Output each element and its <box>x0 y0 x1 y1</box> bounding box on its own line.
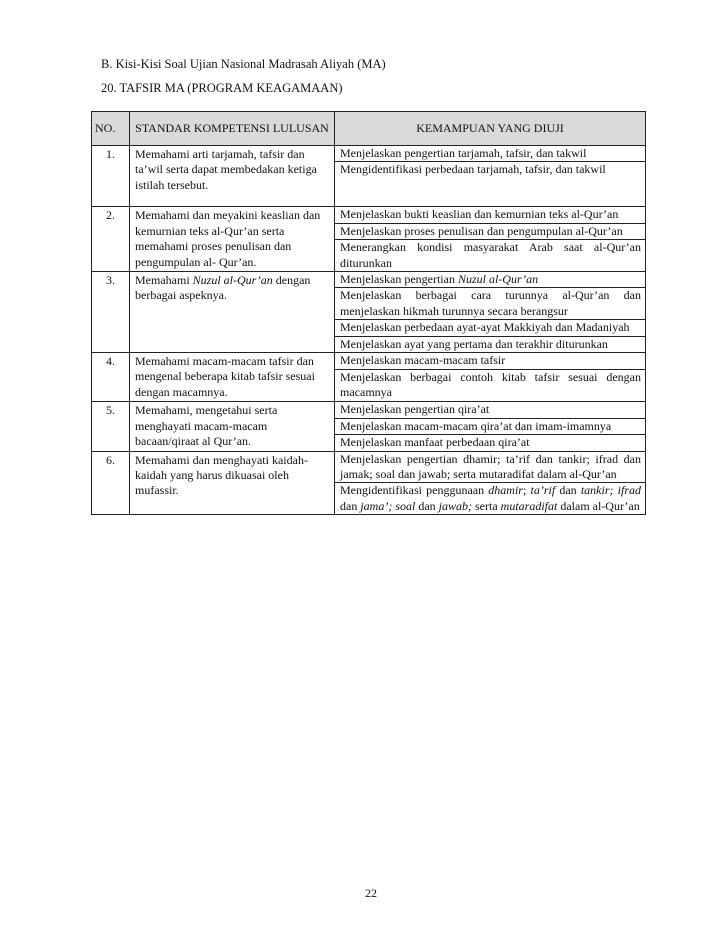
kemampuan-text: dan <box>555 483 581 498</box>
row-number: 4. <box>92 353 130 402</box>
row-number: 6. <box>92 451 130 515</box>
row-number: 5. <box>92 402 130 451</box>
header-standar-kompetensi: STANDAR KOMPETENSI LULUSAN <box>130 112 335 146</box>
kemampuan-item: Menjelaskan ayat yang pertama dan terakhir diturunkan <box>335 336 646 352</box>
kemampuan-text-italic: Nuzul al-Qur’an <box>457 272 539 287</box>
standar-text-italic: Nuzul al-Qur’an <box>192 273 273 288</box>
kemampuan-text: dan <box>340 498 361 513</box>
kemampuan-item: Menjelaskan pengertian dhamir; ta’rif dan tankir; ifrad dan jamak; soal dan jawab; serta mutaradifat dalam al-Qur’an <box>335 451 646 483</box>
kemampuan-text: serta <box>472 498 501 513</box>
kemampuan-item: Menjelaskan macam-macam tafsir <box>335 353 646 370</box>
section-heading: B. Kisi-Kisi Soal Ujian Nasional Madrasah Aliyah (MA) <box>101 57 386 71</box>
kemampuan-item: Mengidentifikasi perbedaan tarjamah, tafsir, dan takwil <box>335 162 646 207</box>
kemampuan-text-italic: mutaradifat <box>500 498 558 513</box>
kemampuan-text: Menjelaskan pengertian <box>340 272 458 287</box>
kemampuan-text-italic: dhamir <box>488 483 523 498</box>
header-no: NO. <box>92 112 130 146</box>
kemampuan-text-italic: ifrad <box>617 483 642 498</box>
table-row <box>92 402 646 418</box>
kemampuan-text: dan <box>415 498 439 513</box>
table-row <box>92 146 646 162</box>
table-header-row <box>92 112 646 146</box>
kemampuan-text-italic: jama’; soal <box>360 498 416 513</box>
table-row <box>92 207 646 223</box>
table-row <box>92 353 646 370</box>
row-number: 1. <box>92 146 130 207</box>
kisi-kisi-table <box>91 111 646 515</box>
row-number: 3. <box>92 272 130 353</box>
kemampuan-item: Menjelaskan macam-macam qira’at dan imam-imamnya <box>335 418 646 434</box>
row-number: 2. <box>92 207 130 272</box>
kemampuan-item: Menjelaskan manfaat perbedaan qira’at <box>335 435 646 451</box>
standar-kompetensi: Memahami, mengetahui serta menghayati macam-macam bacaan/qiraat al Qur’an. <box>130 402 335 451</box>
standar-text: Memahami <box>135 273 193 288</box>
kemampuan-item <box>335 272 646 288</box>
kemampuan-text: Mengidentifikasi penggunaan <box>340 483 489 498</box>
kemampuan-text: ; <box>522 483 531 498</box>
kemampuan-item: Menjelaskan perbedaan ayat-ayat Makkiyah dan Madaniyah <box>335 320 646 336</box>
standar-kompetensi <box>130 272 335 353</box>
kemampuan-item: Menjelaskan proses penulisan dan pengumpulan al-Qur’an <box>335 223 646 239</box>
kemampuan-text: dalam al-Qur’an <box>557 498 640 513</box>
standar-kompetensi: Memahami arti tarjamah, tafsir dan ta’wil serta dapat membedakan ketiga istilah tersebut. <box>130 146 335 207</box>
kemampuan-item: Menjelaskan berbagai contoh kitab tafsir sesuai dengan macamnya <box>335 369 646 401</box>
header-kemampuan: KEMAMPUAN YANG DIUJI <box>335 112 646 146</box>
kemampuan-item: Menjelaskan berbagai cara turunnya al-Qur’an dan menjelaskan hikmah turunnya secara berangsur <box>335 288 646 320</box>
kemampuan-text-italic: ta’rif <box>530 483 556 498</box>
table-row <box>92 272 646 288</box>
kemampuan-item: Menjelaskan pengertian qira’at <box>335 402 646 418</box>
kemampuan-item: Menjelaskan pengertian tarjamah, tafsir, dan takwil <box>335 146 646 162</box>
table-row <box>92 451 646 483</box>
kemampuan-text-italic: tankir; <box>580 483 614 498</box>
page-number: 22 <box>365 886 377 900</box>
kemampuan-item <box>335 483 646 515</box>
kemampuan-item: Menerangkan kondisi masyarakat Arab saat al-Qur’an diturunkan <box>335 240 646 272</box>
standar-kompetensi: Memahami dan meyakini keaslian dan kemurnian teks al-Qur’an serta memahami proses penulisan dan pengumpulan al- Qur’an. <box>130 207 335 272</box>
standar-text: dengan berbagai aspeknya. <box>135 273 311 303</box>
kemampuan-text-italic: jawab; <box>438 498 472 513</box>
kemampuan-item: Menjelaskan bukti keaslian dan kemurnian teks al-Qur’an <box>335 207 646 223</box>
standar-kompetensi: Memahami macam-macam tafsir dan mengenal beberapa kitab tafsir sesuai dengan macamnya. <box>130 353 335 402</box>
standar-kompetensi: Memahami dan menghayati kaidah-kaidah yang harus dikuasai oleh mufassir. <box>130 451 335 515</box>
subject-heading: 20. TAFSIR MA (PROGRAM KEAGAMAAN) <box>101 81 343 95</box>
